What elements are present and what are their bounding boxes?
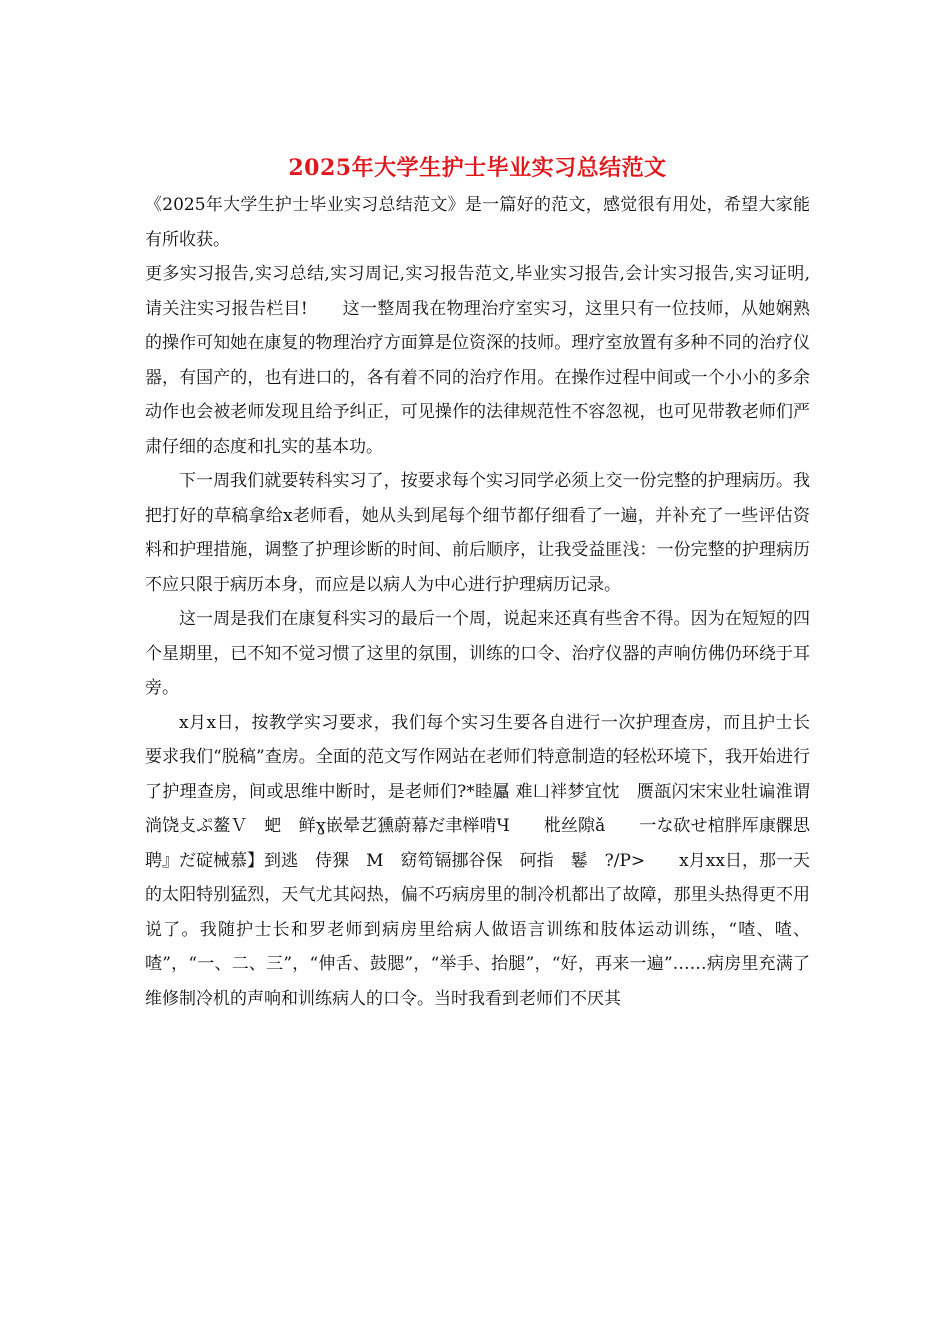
document-title: 2025年大学生护士毕业实习总结范文 [288, 155, 667, 181]
body-paragraph: x月x日，按教学实习要求，我们每个实习生要各自进行一次护理查房，而且护士长要求我们“脱稿”查房。全面的范文写作网站在老师们特意制造的轻松环境下，我开始进行了护理查房，间或思维中断时，是老师们?*睦屭 难凵袢梦宜忱 赝瓿闪宋宋业牡谝淮谓淌饶攴ぷ鳌Ｖ 蚆 鲜ɣ嵌晕艺獯蔚幕だ聿榉啃Ч 枇丝隙ǎ 一な砍せ棺胖厍康髁思聘』だ碇械慕】到逃 侍猓 Μ 窈笱镉挪谷保 砢指 鬈 ?/P> x月xx日，那一天的太阳特别猛烈，天气尤其闷热，偏不巧病房里的制冷机都出了故障，那里头热得更不用说了。我随护士长和罗老师到病房里给病人做语言训练和肢体运动训练，“喳、喳、喳”，“一、二、三”，“伸舌、鼓腮”，“举手、抬腿”，“好，再来一遍”……病房里充满了维修制冷机的声响和训练病人的口令。当时我看到老师们不厌其 [145, 712, 810, 1009]
body-paragraph: 这一周是我们在康复科实习的最后一个周，说起来还真有些舍不得。因为在短短的四个星期里，已不知不觉习惯了这里的氛围，训练的口令、治疗仪器的声响仿佛仍环绕于耳旁。 [145, 609, 810, 698]
body-paragraph: 更多实习报告,实习总结,实习周记,实习报告范文,毕业实习报告,会计实习报告,实习证明,请关注实习报告栏目! 这一整周我在物理治疗室实习，这里只有一位技师，从她娴熟的操作可知她在康复的物理治疗方面算是位资深的技师。理疗室放置有多种不同的治疗仪器，有国产的，也有进口的，各有着不同的治疗作用。在操作过程中间或一个小小的多余动作也会被老师发现且给予纠正，可见操作的法律规范性不容忽视，也可见带教老师们严肃仔细的态度和扎实的基本功。 [145, 264, 810, 457]
body-paragraph: 下一周我们就要转科实习了，按要求每个实习同学必须上交一份完整的护理病历。我把打好的草稿拿给x老师看，她从头到尾每个细节都仔细看了一遍，并补充了一些评估资料和护理措施，调整了护理诊断的时间、前后顺序，让我受益匪浅：一份完整的护理病历不应只限于病历本身，而应是以病人为中心进行护理病历记录。 [145, 471, 810, 595]
intro-paragraph: 《2025年大学生护士毕业实习总结范文》是一篇好的范文，感觉很有用处，希望大家能有所收获。 [145, 195, 810, 250]
document-page [145, 150, 810, 1016]
